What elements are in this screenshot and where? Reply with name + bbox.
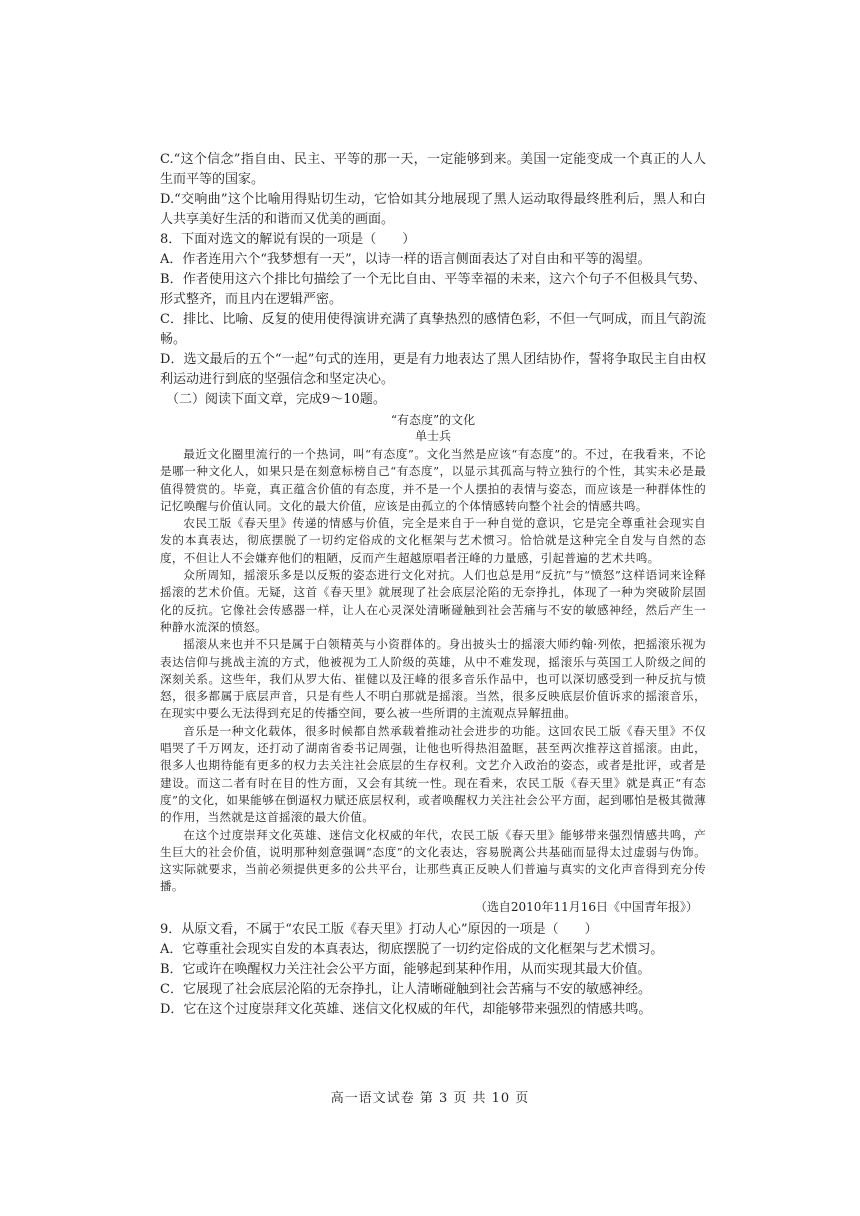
article-paragraph: 摇滚从来也并不只是属于白领精英与小资群体的。身出披头士的摇滚大师约翰·列侬，把摇滚乐视为表达信仰与挑战主流的方式，他被视为工人阶级的英雄，从中不难发现，摇滚乐与英国工人阶级之间的深刻关系。这些年，我们从罗大佑、崔健以及汪峰的很多音乐作品中，也可以深切感受到一种反抗与愤怒，很多都属于底层声音，只是有些人不明白那就是摇滚。当然，很多反映底层价值诉求的摇滚音乐，在现实中要么无法得到充足的传播空间，要么被一些所谓的主流观点异解扭曲。 xyxy=(160,637,706,721)
section-heading: （二）阅读下面文章，完成9～10题。 xyxy=(166,392,386,407)
q9-option-a: A．它尊重社会现实自发的本真表达，彻底摆脱了一切约定俗成的文化框架与艺术惯习。 xyxy=(160,941,664,957)
article-paragraph: 音乐是一种文化载体，很多时候都自然承载着推动社会进步的功能。这回农民工版《春天里》不仅唱哭了千万网友，还打动了湖南省委书记周强，让他也听得热泪盈眶，甚至两次推荐这首摇滚。由此，很多人也期待能有更多的权力去关注社会底层的生存权利。文艺介入政治的姿态，或者是批评，或者是建设。而这二者有时在目的性方面，又会有其统一性。现在看来，农民工版《春天里》就是真正“有态度”的文化，如果能够在倒逼权力赋还底层权利，或者唤醒权力关注社会公平方面，起到哪怕是极其微薄的作用，当然就是这首摇滚的最大价值。 xyxy=(160,723,706,825)
q8-option-b: B．作者使用这六个排比句描绘了一个无比自由、平等幸福的未来，这六个句子不但极具气势、形式整齐，而且内在逻辑严密。 xyxy=(160,272,706,307)
article-author: 单士兵 xyxy=(414,429,451,443)
q9-stem: 9．从原文看，不属于“农民工版《春天里》打动人心”原因的一项是（ ） xyxy=(160,921,598,937)
article-source: （选自2010年11月16日《中国青年报》） xyxy=(474,899,698,914)
page-content xyxy=(160,150,706,1020)
q8-option-a: A．作者连用六个“我梦想有一天”，以诗一样的语言侧面表达了对自由和平等的渴望。 xyxy=(160,252,651,267)
article-paragraph: 在这个过度崇拜文化英雄、迷信文化权威的年代，农民工版《春天里》能够带来强烈情感共鸣，产生巨大的社会价值，说明那种刻意强调“态度”的文化表达，容易脱离公共基础而显得太过虚弱与伪饰。这实际就要求，当前必须提供更多的公共平台，让那些真正反映人们普遍与真实的文化声音得到充分传播。 xyxy=(160,827,706,894)
page-footer: 高一语文试卷 第 3 页 共 10 页 xyxy=(330,1091,530,1106)
q9-option-b: B．它或许在唤醒权力关注社会公平方面，能够起到某种作用，从而实现其最大价值。 xyxy=(160,961,651,977)
q8-option-c: C．排比、比喻、反复的使用使得演讲充满了真挚热烈的感情色彩，不但一气呵成，而且气韵流畅。 xyxy=(160,312,706,347)
q9-option-d: D．它在这个过度崇拜文化英雄、迷信文化权威的年代，却能够带来强烈的情感共鸣。 xyxy=(160,1001,652,1017)
article-paragraph: 最近文化圈里流行的一个热词，叫“有态度”。文化当然是应该“有态度”的。不过，在我看来，不论是哪一种文化人，如果只是在刻意标榜自己“有态度”，以显示其孤高与特立独行的个性，其实未必是最值得赞赏的。毕竟，真正蕴含价值的有态度，并不是一个人摆拍的表情与姿态，而应该是一种群体性的记忆唤醒与价值认同。文化的最大价值，应该是由孤立的个体情感转向整个社会的情感共鸣。 xyxy=(160,447,706,513)
article-title: “有态度”的文化 xyxy=(390,413,476,427)
article-paragraph: 农民工版《春天里》传递的情感与价值，完全是来自于一种自觉的意识，它是完全尊重社会现实自发的本真表达，彻底摆脱了一切约定俗成的文化框架与艺术惯习。恰恰就是这种完全自发与自然的态度，不但让人不会嫌弃他们的粗陋，反而产生超越原唱者汪峰的力量感，引起普遍的艺术共鸣。 xyxy=(160,516,706,565)
q9-option-c: C．它展现了社会底层沦陷的无奈挣扎，让人清晰碰触到社会苦痛与不安的敏感神经。 xyxy=(160,981,651,997)
q7-option-c: C.“这个信念”指自由、民主、平等的那一天，一定能够到来。美国一定能变成一个真正的人人生而平等的国家。 xyxy=(160,152,706,187)
q8-stem: 8．下面对选文的解说有误的一项是（ ） xyxy=(160,232,416,247)
q7-option-d: D.“交响曲”这个比喻用得贴切生动，它恰如其分地展现了黑人运动取得最终胜利后，黑人和白人共享美好生活的和谐而又优美的画面。 xyxy=(160,192,706,227)
article-paragraph: 众所周知，摇滚乐多是以反叛的姿态进行文化对抗。人们也总是用“反抗”与“愤怒”这样语词来诠释摇滚的艺术价值。无疑，这首《春天里》就展现了社会底层沦陷的无奈挣扎，体现了一种为突破阶层固化的反抗。它像社会传感器一样，让人在心灵深处清晰碰触到社会苦痛与不安的敏感神经，然后产生一种静水流深的愤怒。 xyxy=(160,568,706,634)
q8-option-d: D．选文最后的五个“一起”句式的连用，更是有力地表达了黑人团结协作，誓将争取民主自由权利运动进行到底的坚强信念和坚定决心。 xyxy=(160,352,706,387)
